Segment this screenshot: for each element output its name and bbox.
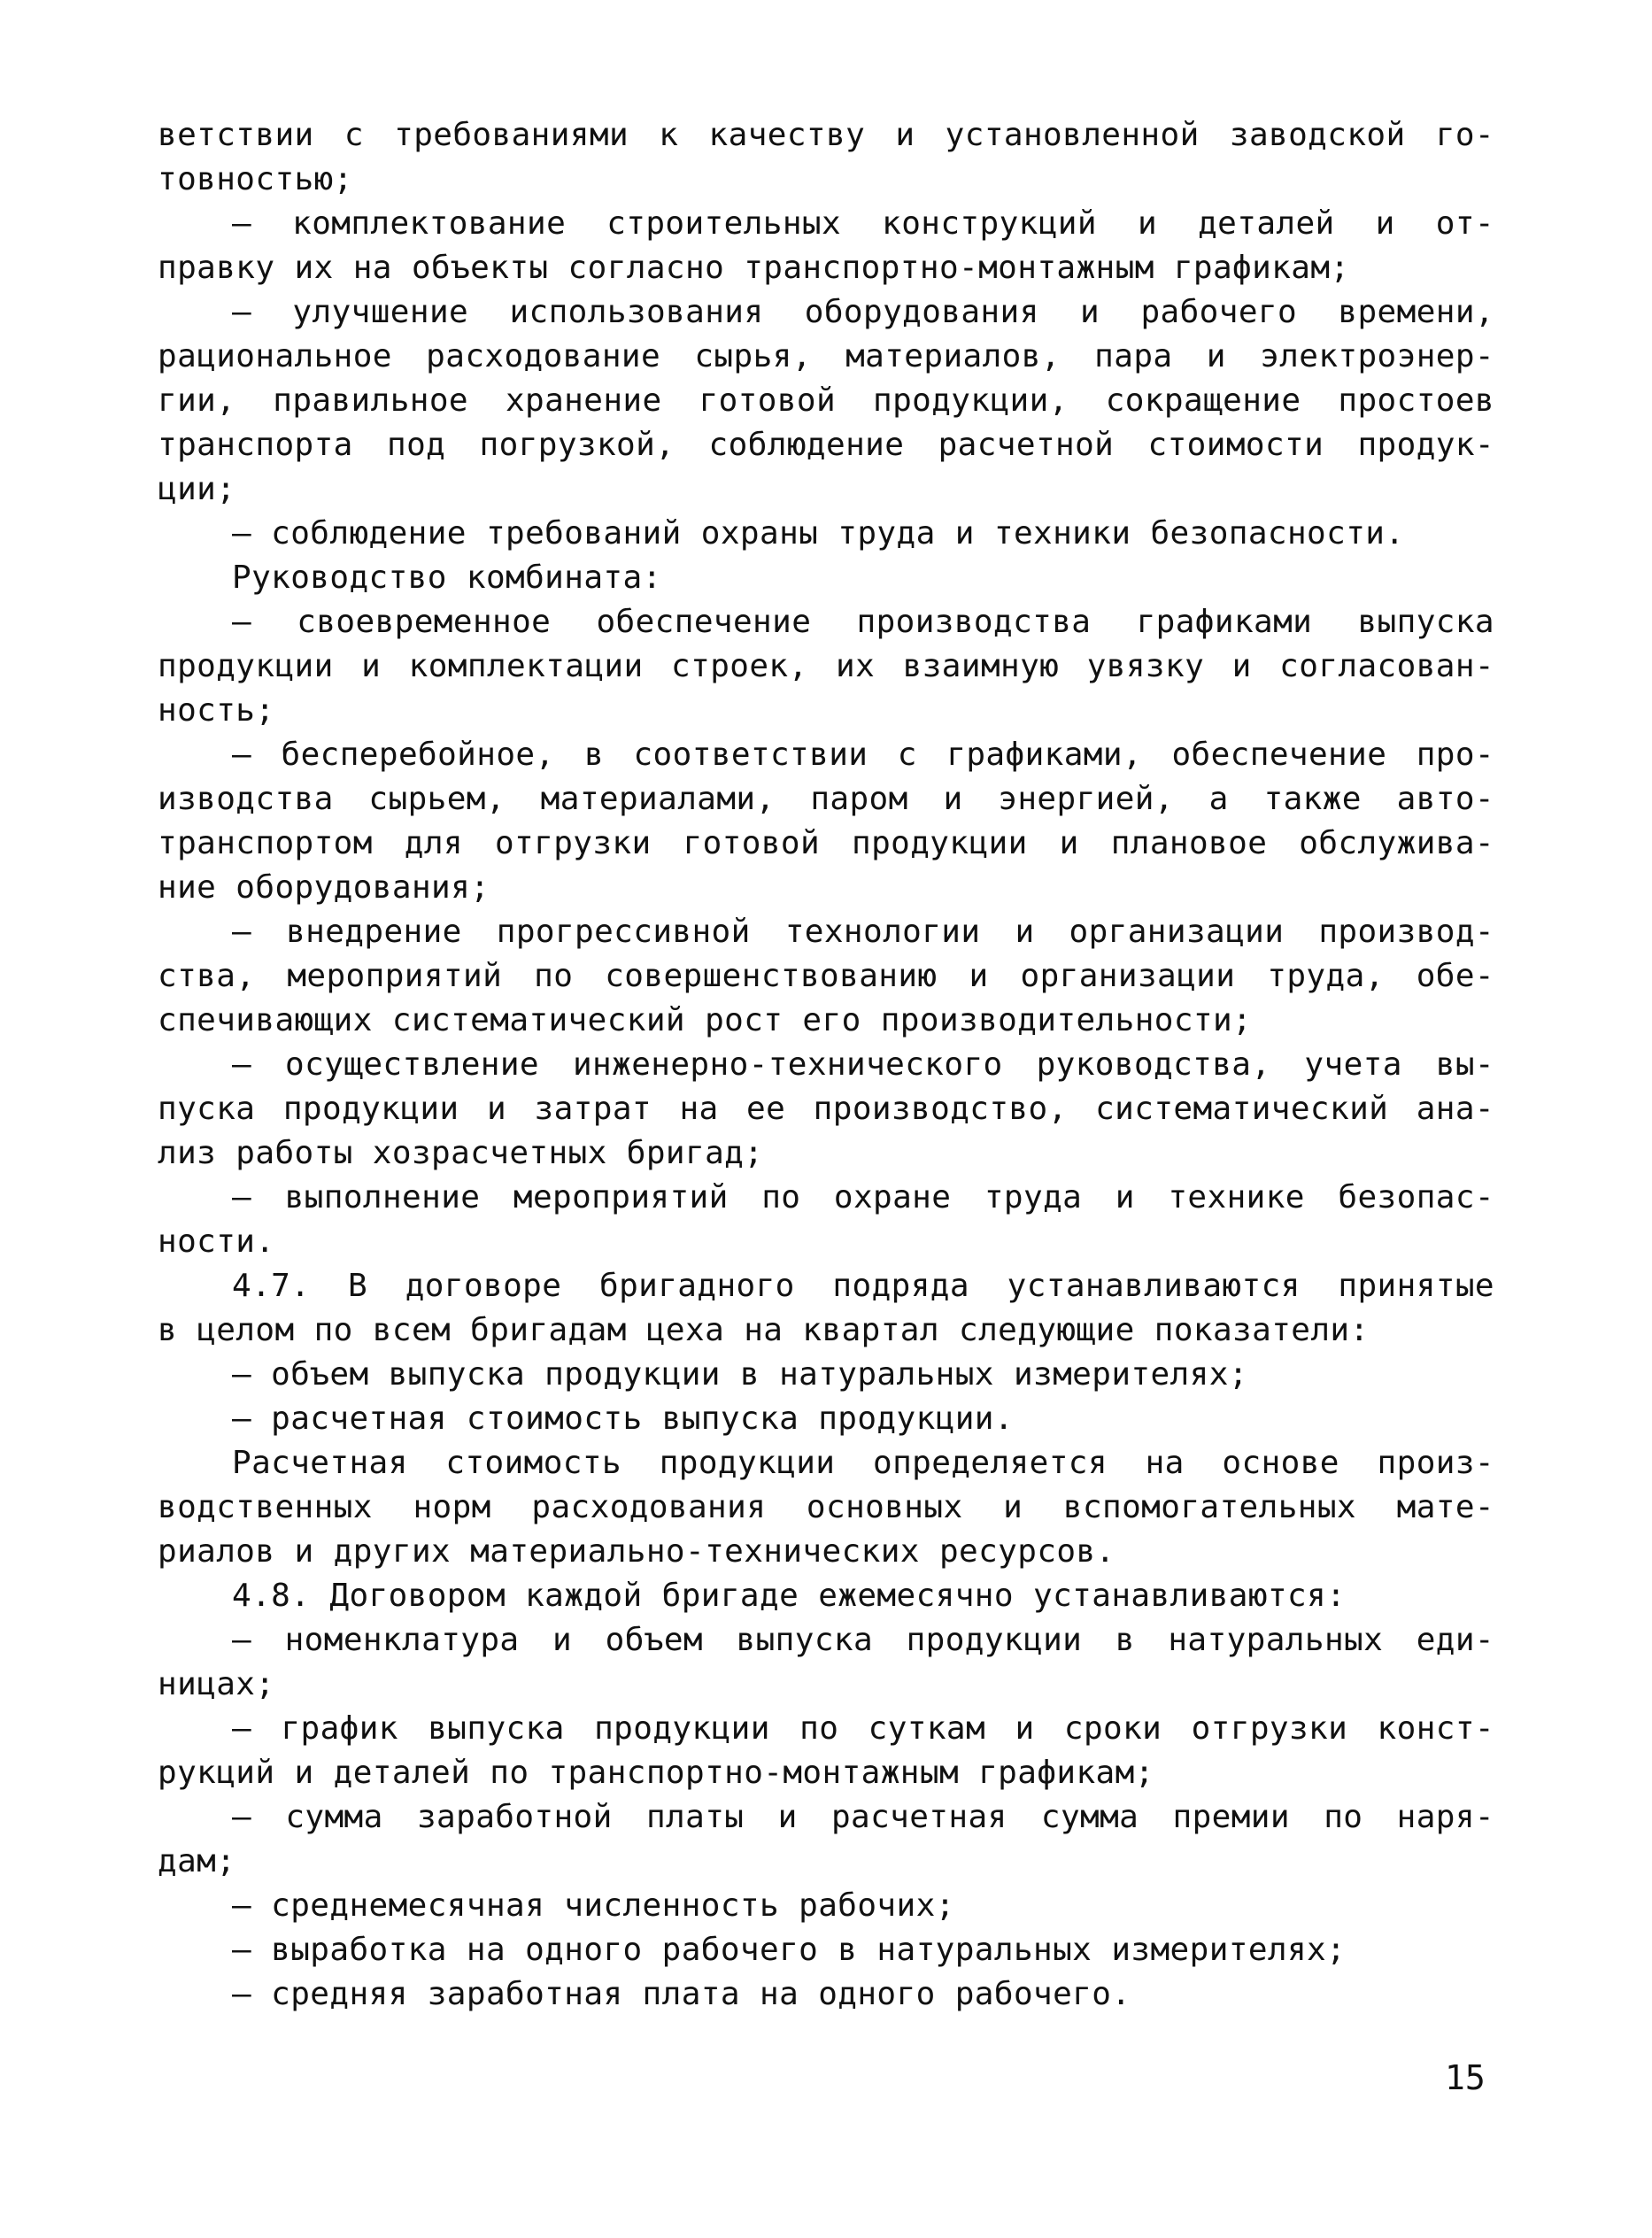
page-number: 15 xyxy=(1445,2058,1486,2097)
text-line: – комплектование строительных конструкций и деталей и от- xyxy=(232,205,1494,242)
clause-4-8: 4.8. Договором каждой бригаде ежемесячно устанавливаются: xyxy=(232,1578,1347,1614)
text-line: – объем выпуска продукции в натуральных измерителях; xyxy=(232,1356,1248,1393)
text-line: ние оборудования; xyxy=(158,869,490,906)
text-line: транспорта под погрузкой, соблюдение расчетной стоимости продук- xyxy=(158,427,1494,463)
text-line: пуска продукции и затрат на ее производство, систематический ана- xyxy=(158,1091,1494,1127)
text-line: рациональное расходование сырья, материалов, пара и электроэнер- xyxy=(158,338,1494,374)
text-line: ветствии с требованиями к качеству и установленной заводской го- xyxy=(158,117,1494,153)
text-line: риалов и других материально-технических ресурсов. xyxy=(158,1533,1115,1570)
text-line: – сумма заработной платы и расчетная сумма премии по наря- xyxy=(232,1799,1494,1835)
text-line: водственных норм расходования основных и вспомогательных мате- xyxy=(158,1489,1494,1525)
text-line: – среднемесячная численность рабочих; xyxy=(232,1887,955,1924)
text-line: дам; xyxy=(158,1843,236,1879)
text-line: правку их на объекты согласно транспортно-монтажным графикам; xyxy=(158,250,1350,286)
text-line: – номенклатура и объем выпуска продукции в натуральных еди- xyxy=(232,1622,1494,1658)
text-line: – улучшение использования оборудования и рабочего времени, xyxy=(232,294,1494,330)
clause-4-7: 4.7. В договоре бригадного подряда устанавливаются принятые xyxy=(232,1268,1494,1304)
text-line: Расчетная стоимость продукции определяется на основе произ- xyxy=(232,1445,1494,1481)
text-line: – средняя заработная плата на одного рабочего. xyxy=(232,1976,1131,2012)
text-line: – бесперебойное, в соответствии с графиками, обеспечение про- xyxy=(232,737,1494,773)
text-line: спечивающих систематический рост его производительности; xyxy=(158,1002,1253,1038)
document-body xyxy=(158,113,1494,2017)
text-line: изводства сырьем, материалами, паром и энергией, а также авто- xyxy=(158,781,1494,817)
section-heading: Руководство комбината: xyxy=(232,560,662,596)
text-line: продукции и комплектации строек, их взаимную увязку и согласован- xyxy=(158,648,1494,684)
text-line: – выполнение мероприятий по охране труда и технике безопас- xyxy=(232,1179,1494,1215)
text-line: ства, мероприятий по совершенствованию и организации труда, обе- xyxy=(158,958,1494,994)
text-line: – соблюдение требований охраны труда и техники безопасности. xyxy=(232,515,1405,552)
text-line: товностью; xyxy=(158,161,353,197)
text-line: ницах; xyxy=(158,1666,275,1702)
text-line: лиз работы хозрасчетных бригад; xyxy=(158,1135,764,1171)
text-line: ность; xyxy=(158,692,275,729)
text-line: в целом по всем бригадам цеха на квартал следующие показатели: xyxy=(158,1312,1370,1348)
text-line: – осуществление инженерно-технического руководства, учета вы- xyxy=(232,1046,1494,1083)
text-line: – своевременное обеспечение производства графиками выпуска xyxy=(232,604,1494,640)
text-line: ции; xyxy=(158,471,236,507)
text-line: транспортом для отгрузки готовой продукции и плановое обслужива- xyxy=(158,825,1494,861)
text-line: рукций и деталей по транспортно-монтажным графикам; xyxy=(158,1755,1154,1791)
text-line: гии, правильное хранение готовой продукции, сокращение простоев xyxy=(158,382,1494,419)
text-line: ности. xyxy=(158,1223,275,1260)
text-line: – расчетная стоимость выпуска продукции. xyxy=(232,1401,1014,1437)
text-line: – выработка на одного рабочего в натуральных измерителях; xyxy=(232,1932,1347,1968)
text-line: – внедрение прогрессивной технологии и организации производ- xyxy=(232,914,1494,950)
text-line: – график выпуска продукции по суткам и сроки отгрузки конст- xyxy=(232,1710,1494,1747)
